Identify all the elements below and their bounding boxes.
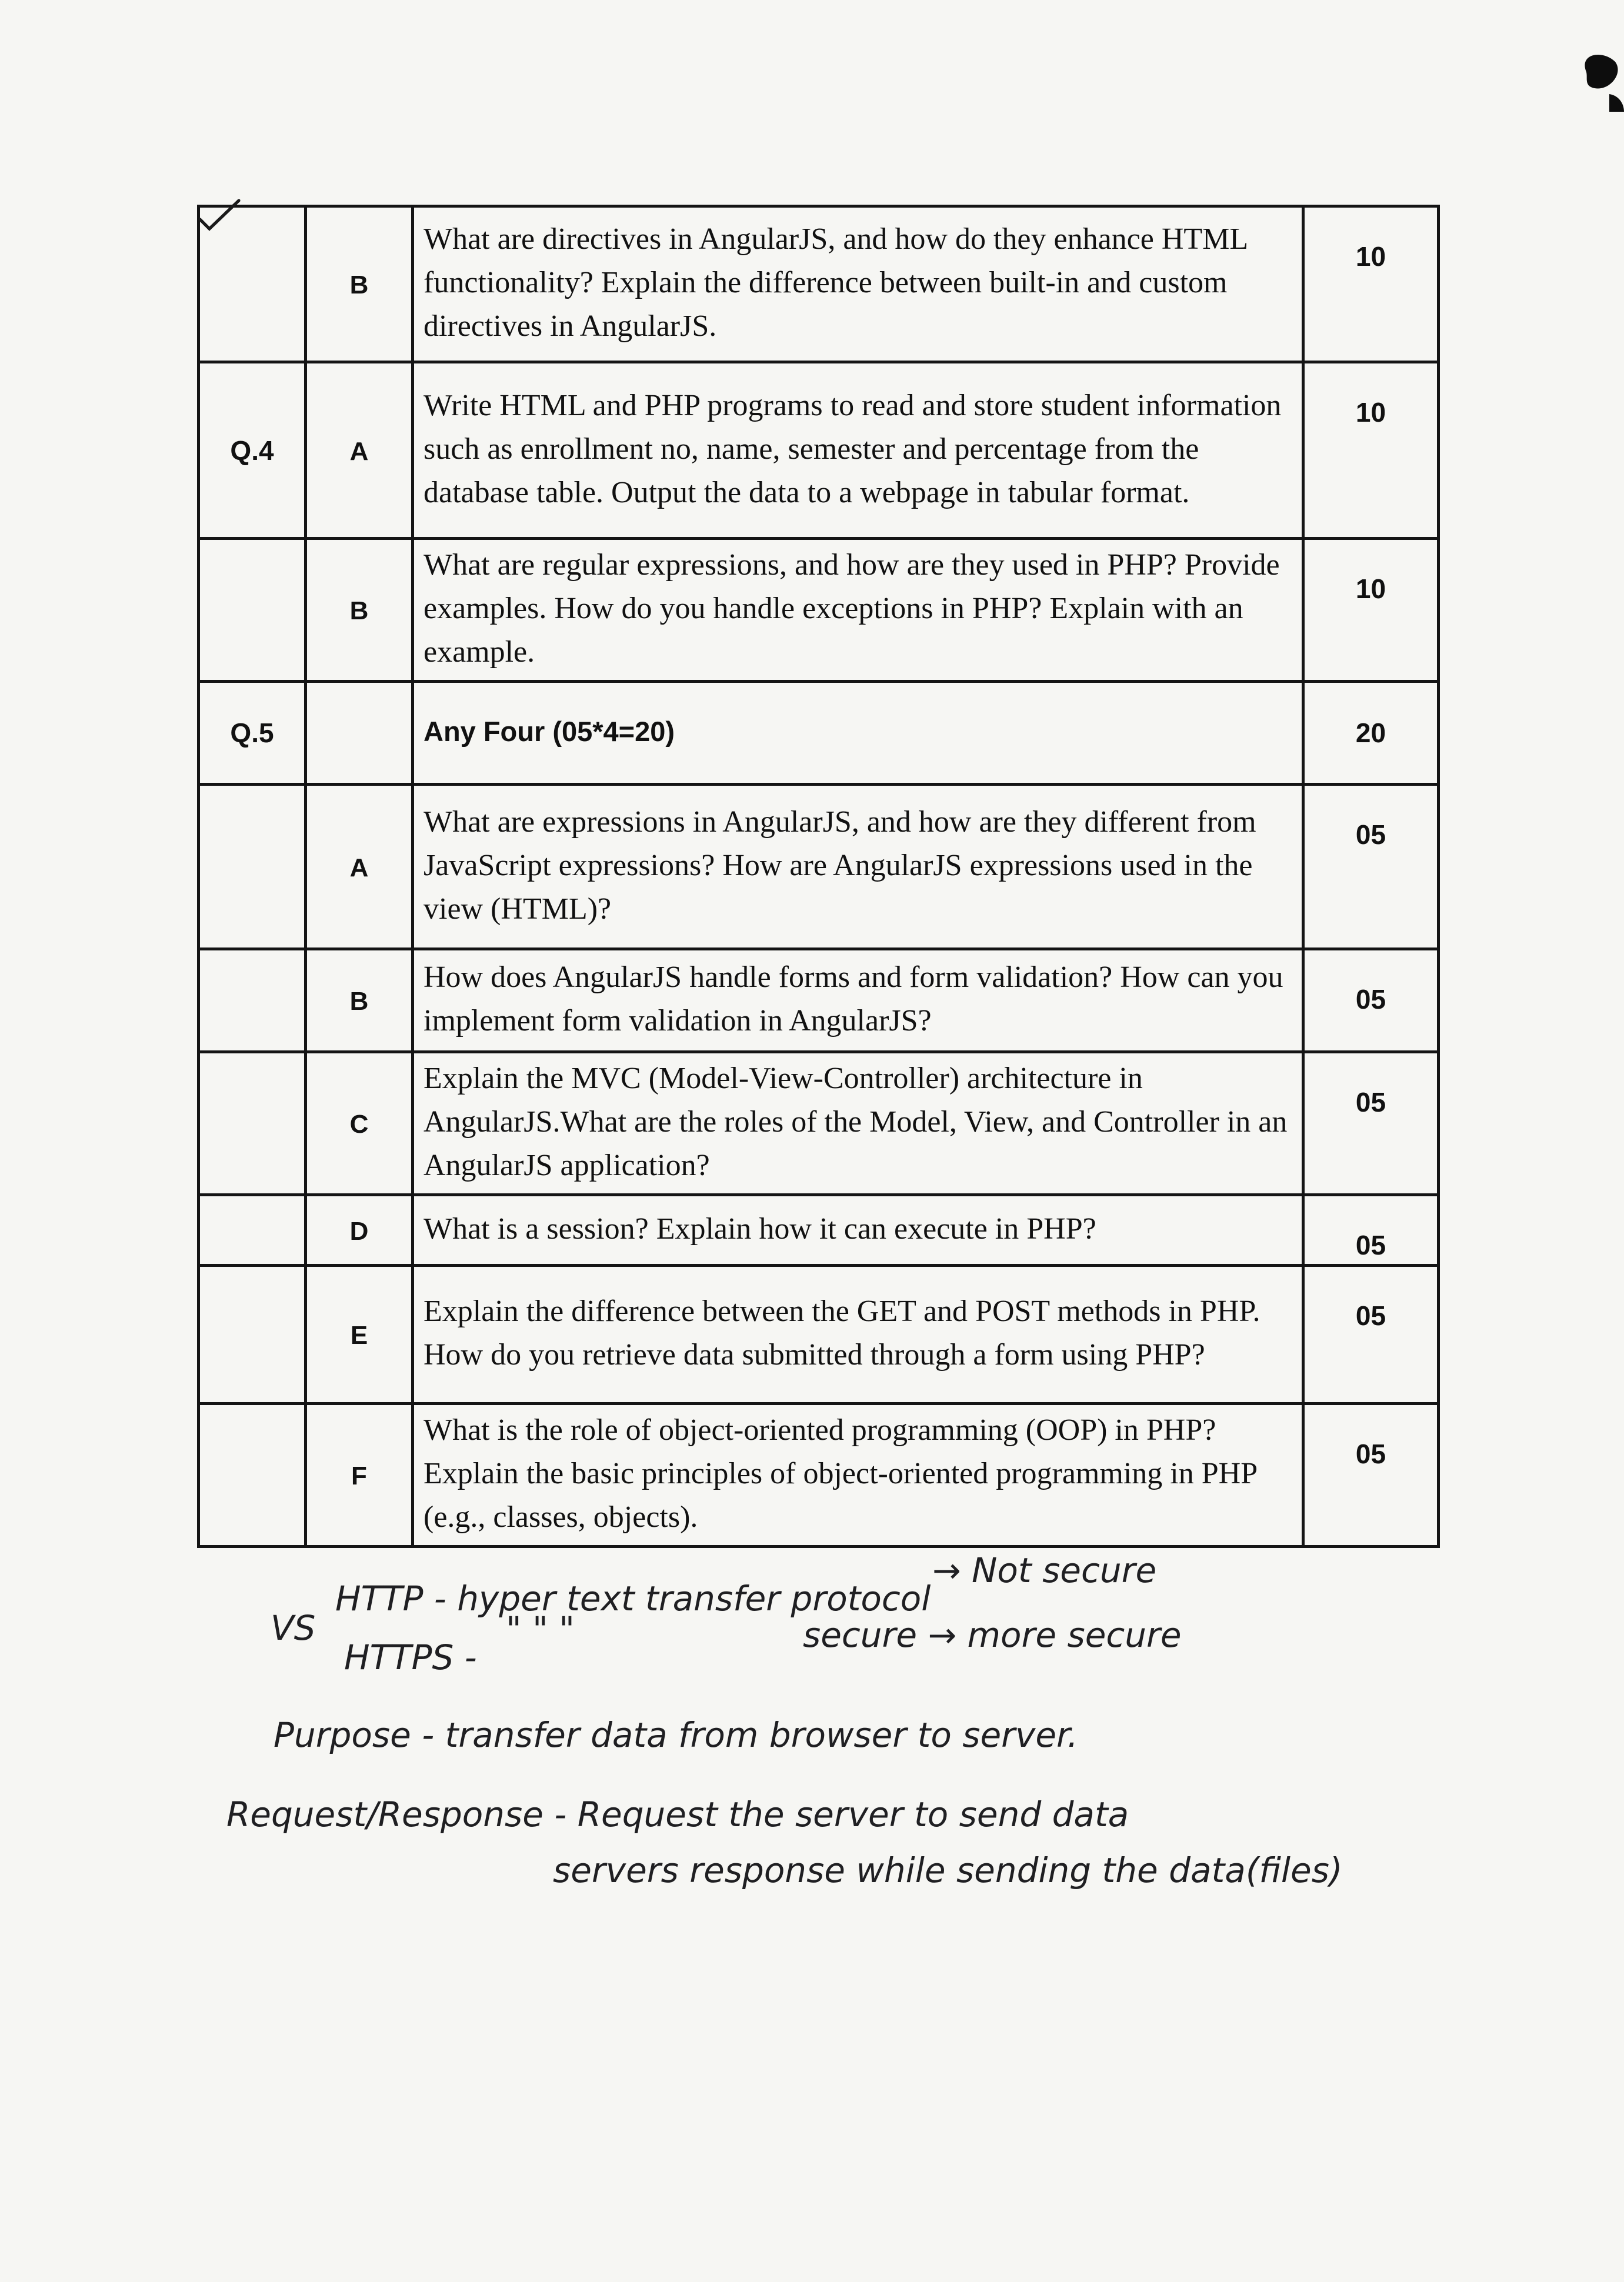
note-http-arrow: → Not secure <box>932 1550 1157 1590</box>
sub-question-label: F <box>351 1462 367 1490</box>
question-row <box>199 949 1439 1052</box>
sub-question-label: C <box>349 1110 369 1139</box>
sub-question-letter <box>306 539 413 682</box>
sub-question-label: A <box>349 853 369 882</box>
corner-ink-mark <box>1568 29 1624 112</box>
question-row <box>199 1052 1439 1195</box>
question-marks: 05 <box>1303 1052 1439 1195</box>
question-marks: 05 <box>1303 1195 1439 1266</box>
sub-question-letter <box>306 682 413 785</box>
question-number <box>199 785 306 949</box>
note-purpose: Purpose - transfer data from browser to server. <box>274 1715 1078 1755</box>
note-vs: VS <box>271 1608 316 1648</box>
sub-question-label: B <box>349 987 369 1016</box>
question-text: Any Four (05*4=20) <box>413 682 1303 785</box>
question-marks: 05 <box>1303 1266 1439 1404</box>
sub-question-letter <box>306 949 413 1052</box>
question-marks: 10 <box>1303 206 1439 362</box>
question-row <box>199 362 1439 539</box>
question-row <box>199 539 1439 682</box>
question-text: Write HTML and PHP programs to read and store student information such as enrollment no, name, semester and percentage from the database table. Output the data to a webpage in tabular format. <box>413 362 1303 539</box>
sub-question-label: E <box>350 1321 368 1350</box>
question-row <box>199 682 1439 785</box>
question-text: What are regular expressions, and how are they used in PHP? Provide examples. How do you handle exceptions in PHP? Explain with an example. <box>413 539 1303 682</box>
question-table-body <box>199 206 1439 1547</box>
question-number <box>199 206 306 362</box>
question-marks: 10 <box>1303 362 1439 539</box>
sub-question-label: D <box>349 1216 369 1246</box>
question-row <box>199 1266 1439 1404</box>
sub-question-label: B <box>349 271 369 299</box>
sub-question-letter <box>306 1195 413 1266</box>
question-table <box>197 205 1440 1548</box>
question-marks: 05 <box>1303 949 1439 1052</box>
note-ditto: " " " <box>506 1609 575 1649</box>
question-row <box>199 1195 1439 1266</box>
question-number <box>199 539 306 682</box>
question-marks: 20 <box>1303 682 1439 785</box>
note-request-line: Request/Response - Request the server to send data <box>226 1794 1129 1834</box>
question-number: Q.5 <box>199 682 306 785</box>
sub-question-label: B <box>349 596 369 625</box>
sub-question-letter <box>306 1052 413 1195</box>
question-text: How does AngularJS handle forms and form validation? How can you implement form validation in AngularJS? <box>413 949 1303 1052</box>
question-text: Explain the difference between the GET and POST methods in PHP. How do you retrieve data submitted through a form using PHP? <box>413 1266 1303 1404</box>
question-number: Q.4 <box>199 362 306 539</box>
question-text: What is a session? Explain how it can execute in PHP? <box>413 1195 1303 1266</box>
sub-question-letter <box>306 785 413 949</box>
question-marks: 05 <box>1303 1404 1439 1547</box>
question-text: Explain the MVC (Model-View-Controller) architecture in AngularJS.What are the roles of the Model, View, and Controller in an AngularJS application? <box>413 1052 1303 1195</box>
question-text: What is the role of object-oriented programming (OOP) in PHP? Explain the basic principles of object-oriented programming in PHP (e.g., classes, objects). <box>413 1404 1303 1547</box>
question-text: What are expressions in AngularJS, and how are they different from JavaScript expressions? How are AngularJS expressions used in the view (HTML)? <box>413 785 1303 949</box>
sub-question-letter <box>306 1266 413 1404</box>
question-number <box>199 1404 306 1547</box>
question-marks: 05 <box>1303 785 1439 949</box>
question-number <box>199 1195 306 1266</box>
question-number <box>199 949 306 1052</box>
question-row <box>199 785 1439 949</box>
note-https-line: HTTPS - <box>344 1637 477 1677</box>
question-number <box>199 1052 306 1195</box>
note-http-line: HTTP - hyper text transfer protocol <box>335 1579 931 1619</box>
question-number <box>199 1266 306 1404</box>
question-row <box>199 206 1439 362</box>
sub-question-letter <box>306 362 413 539</box>
note-https-arrow: secure → more secure <box>803 1615 1182 1655</box>
sub-question-letter <box>306 1404 413 1547</box>
question-text: What are directives in AngularJS, and how do they enhance HTML functionality? Explain the difference between built-in and custom directives in AngularJS. <box>413 206 1303 362</box>
sub-question-letter <box>306 206 413 362</box>
note-response-line: servers response while sending the data(files) <box>553 1850 1343 1890</box>
question-marks: 10 <box>1303 539 1439 682</box>
question-row <box>199 1404 1439 1547</box>
sub-question-label: A <box>349 436 369 466</box>
